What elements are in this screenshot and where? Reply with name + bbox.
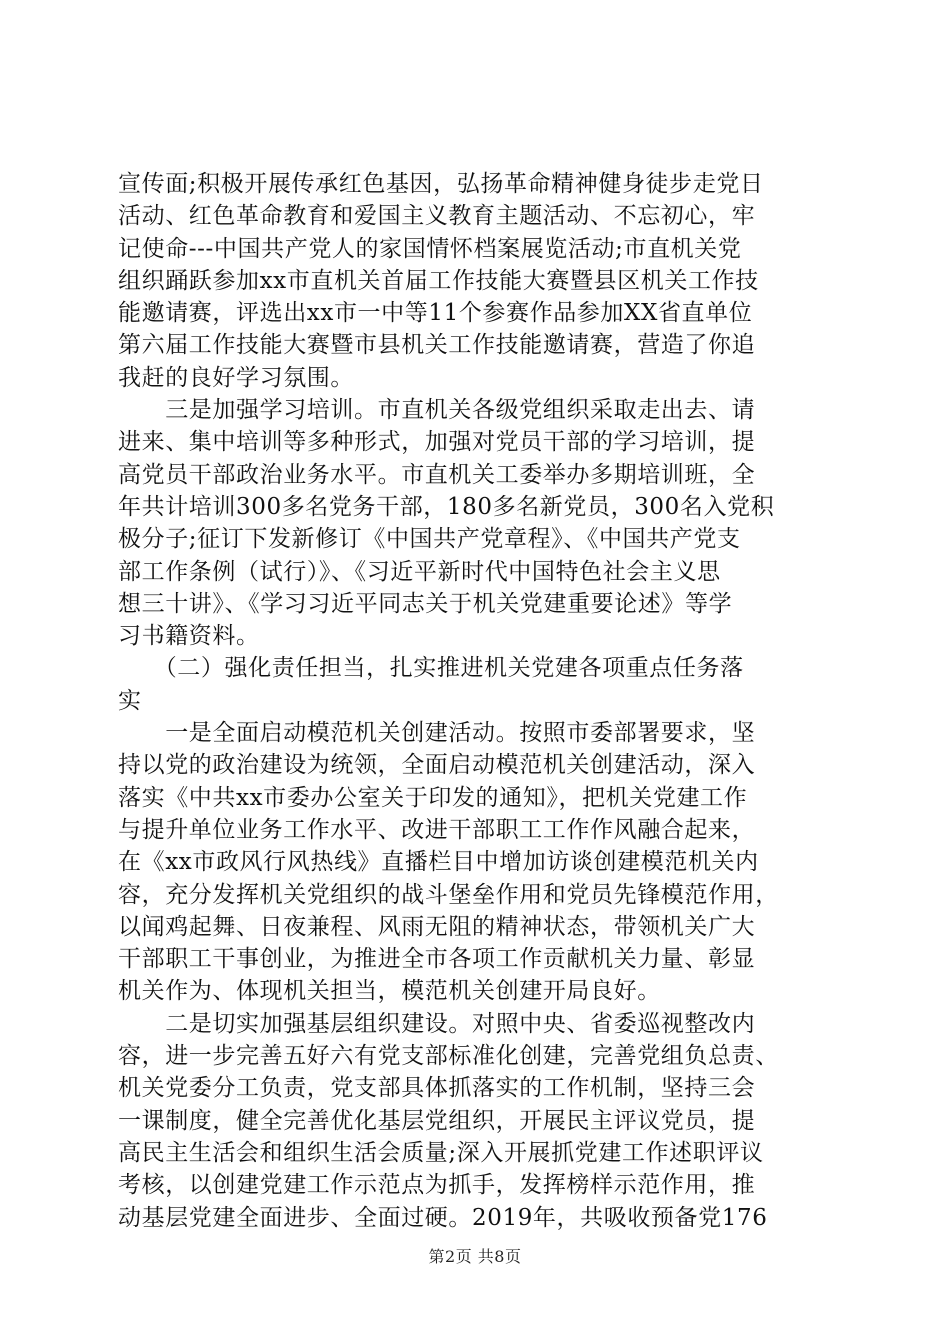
document-body <box>118 168 838 1234</box>
page-footer: 第2页 共8页 <box>428 1247 522 1266</box>
text-line: 一是全面启动模范机关创建活动。按照市委部署要求，坚 <box>118 720 756 747</box>
text-line: 组织踊跃参加xx市直机关首届工作技能大赛暨县区机关工作技 <box>118 267 759 294</box>
text-line: 二是切实加强基层组织建设。对照中央、省委巡视整改内 <box>118 1010 756 1037</box>
text-line: 年共计培训300多名党务干部，180多名新党员，300名入党积 <box>118 493 775 520</box>
text-line: 容，进一步完善五好六有党支部标准化创建，完善党组负总责、 <box>118 1043 779 1070</box>
text-line: 我赶的良好学习氛围。 <box>118 364 354 391</box>
text-line: 部工作条例（试行）》、《习近平新时代中国特色社会主义思 <box>118 558 721 585</box>
text-line: 与提升单位业务工作水平、改进干部职工工作作风融合起来， <box>118 816 756 843</box>
text-line: 以闻鸡起舞、日夜兼程、风雨无阻的精神状态，带领机关广大 <box>118 913 756 940</box>
text-line: 高党员干部政治业务水平。市直机关工委举办多期培训班，全 <box>118 461 756 488</box>
text-line: 落实《中共xx市委办公室关于印发的通知》，把机关党建工作 <box>118 784 748 811</box>
text-line: 想三十讲》、《学习习近平同志关于机关党建重要论述》等学 <box>118 590 733 617</box>
text-line: 动基层党建全面进步、全面过硬。2019年，共吸收预备党176 <box>118 1204 768 1231</box>
text-line: 机关党委分工负责，党支部具体抓落实的工作机制，坚持三会 <box>118 1075 756 1102</box>
text-line: 实 <box>118 687 142 714</box>
text-line: 进来、集中培训等多种形式，加强对党员干部的学习培训，提 <box>118 429 756 456</box>
text-line: 一课制度，健全完善优化基层党组织，开展民主评议党员，提 <box>118 1107 756 1134</box>
text-line: 能邀请赛，评选出xx市一中等11个参赛作品参加XX省直单位 <box>118 300 753 327</box>
text-line: 记使命---中国共产党人的家国情怀档案展览活动;市直机关党 <box>118 235 742 262</box>
text-line: 持以党的政治建设为统领，全面启动模范机关创建活动，深入 <box>118 752 756 779</box>
text-line: 活动、红色革命教育和爱国主义教育主题活动、不忘初心，牢 <box>118 203 756 230</box>
text-line: 宣传面;积极开展传承红色基因，弘扬革命精神健身徒步走党日 <box>118 171 764 197</box>
text-line: 第六届工作技能大赛暨市县机关工作技能邀请赛，营造了你追 <box>118 332 756 359</box>
text-line: 习书籍资料。 <box>118 623 260 650</box>
text-line: 机关作为、体现机关担当，模范机关创建开局良好。 <box>118 978 661 1005</box>
text-line: （二）强化责任担当，扎实推进机关党建各项重点任务落 <box>118 655 744 682</box>
text-line: 三是加强学习培训。市直机关各级党组织采取走出去、请 <box>118 397 756 424</box>
text-line: 在《xx市政风行风热线》直播栏目中增加访谈创建模范机关内 <box>118 849 759 876</box>
text-line: 容，充分发挥机关党组织的战斗堡垒作用和党员先锋模范作用， <box>118 881 779 908</box>
text-line: 考核，以创建党建工作示范点为抓手，发挥榜样示范作用，推 <box>118 1172 756 1199</box>
text-line: 干部职工干事创业，为推进全市各项工作贡献机关力量、彰显 <box>118 946 756 973</box>
text-line: 极分子;征订下发新修订《中国共产党章程》、《中国共产党支 <box>118 526 741 553</box>
text-line: 高民主生活会和组织生活会质量;深入开展抓党建工作述职评议 <box>118 1139 764 1166</box>
